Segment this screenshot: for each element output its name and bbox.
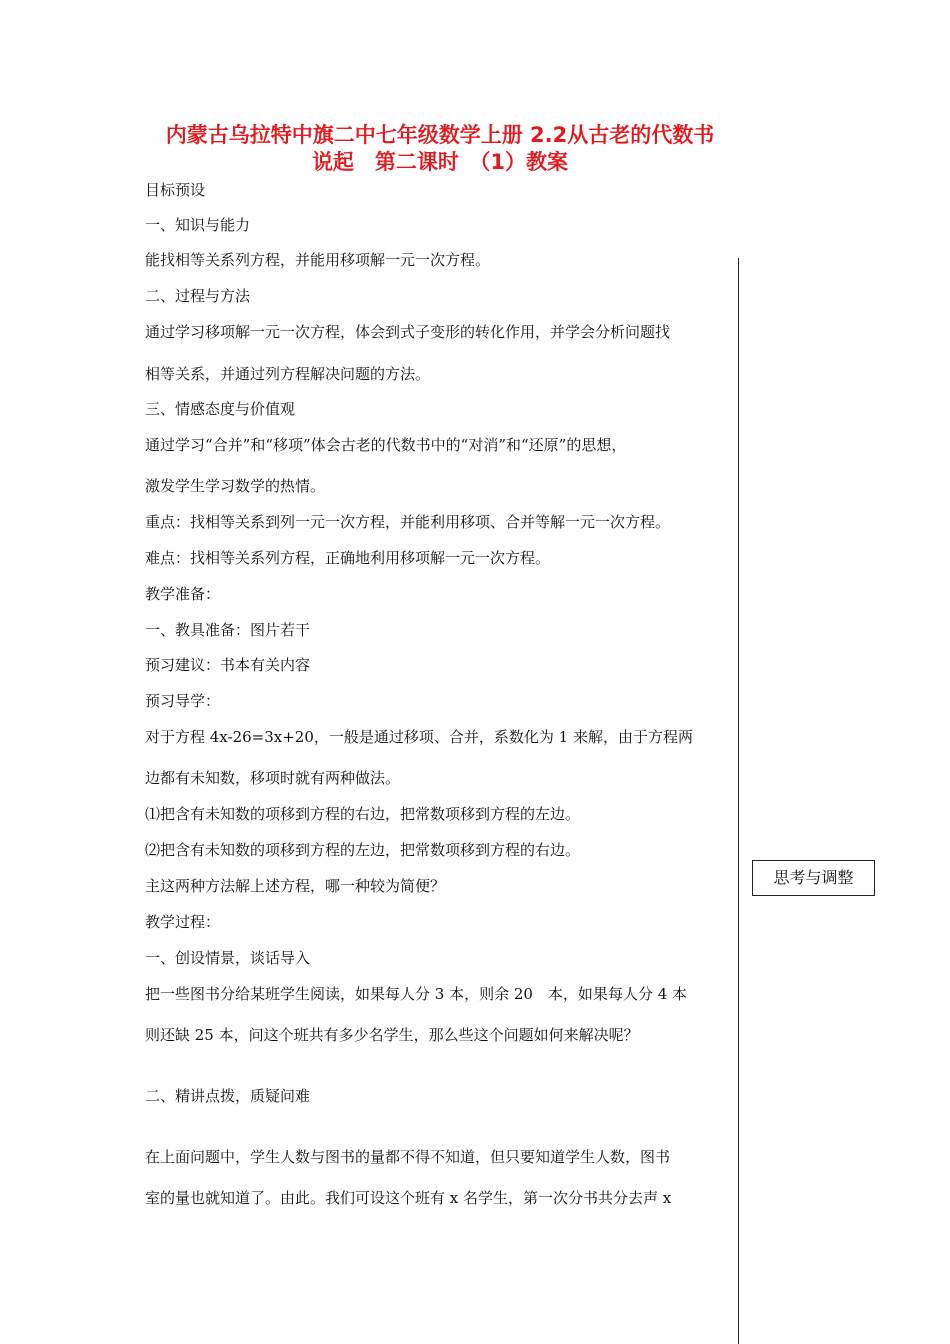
- title-line-1: 内蒙古乌拉特中旗二中七年级数学上册 2.2从古老的代数书: [165, 123, 715, 147]
- text-line: 通过学习移项解一元一次方程，体会到式子变形的转化作用，并学会分析问题找: [145, 323, 671, 341]
- text-line: 激发学生学习数学的热情。: [145, 477, 326, 495]
- text-line: ⑵把含有未知数的项移到方程的左边，把常数项移到方程的右边。: [145, 841, 581, 859]
- text-line: 对于方程 4x-26=3x+20，一般是通过移项、合并，系数化为 1 来解，由于方程两: [145, 728, 693, 746]
- text-line: 目标预设: [145, 181, 206, 199]
- text-line: 教学过程：: [145, 913, 221, 931]
- side-note-box: 思考与调整: [752, 860, 875, 896]
- text-line: 能找相等关系列方程，并能用移项解一元一次方程。: [145, 251, 491, 269]
- text-line: 二、精讲点拨，质疑问难: [145, 1087, 311, 1105]
- text-line: 重点：找相等关系到列一元一次方程，并能利用移项、合并等解一元一次方程。: [145, 513, 671, 531]
- text-line: 边都有未知数，移项时就有两种做法。: [145, 769, 401, 787]
- title-line-2: 说起 第二课时 （1）教案: [311, 150, 569, 174]
- text-line: 则还缺 25 本，问这个班共有多少名学生，那么些这个问题如何来解决呢？: [145, 1026, 639, 1044]
- text-line: 二、过程与方法: [145, 287, 251, 305]
- text-line: 预习导学：: [145, 692, 221, 710]
- text-line: 预习建议：书本有关内容: [145, 656, 311, 674]
- text-line: 主这两种方法解上述方程，哪一种较为简便？: [145, 877, 446, 895]
- text-line: 在上面问题中，学生人数与图书的量都不得不知道，但只要知道学生人数，图书: [145, 1148, 671, 1166]
- text-line: 通过学习“合并”和“移项”体会古老的代数书中的“对消”和“还原”的思想，: [145, 436, 627, 454]
- text-line: 一、知识与能力: [145, 216, 251, 234]
- text-line: 室的量也就知道了。由此。我们可设这个班有 x 名学生，第一次分书共分去声 x: [145, 1189, 672, 1207]
- text-line: 教学准备：: [145, 585, 221, 603]
- text-line: 一、创设情景，谈话导入: [145, 949, 311, 967]
- text-line: ⑴把含有未知数的项移到方程的右边，把常数项移到方程的左边。: [145, 805, 581, 823]
- text-line: 难点：找相等关系列方程，正确地利用移项解一元一次方程。: [145, 549, 551, 567]
- text-line: 相等关系，并通过列方程解决问题的方法。: [145, 365, 431, 383]
- text-line: 把一些图书分给某班学生阅读，如果每人分 3 本，则余 20 本，如果每人分 4 本: [145, 985, 688, 1003]
- document-title: [140, 122, 740, 176]
- text-line: 三、情感态度与价值观: [145, 400, 296, 418]
- margin-divider: [738, 258, 739, 1344]
- text-line: 一、教具准备：图片若干: [145, 621, 311, 639]
